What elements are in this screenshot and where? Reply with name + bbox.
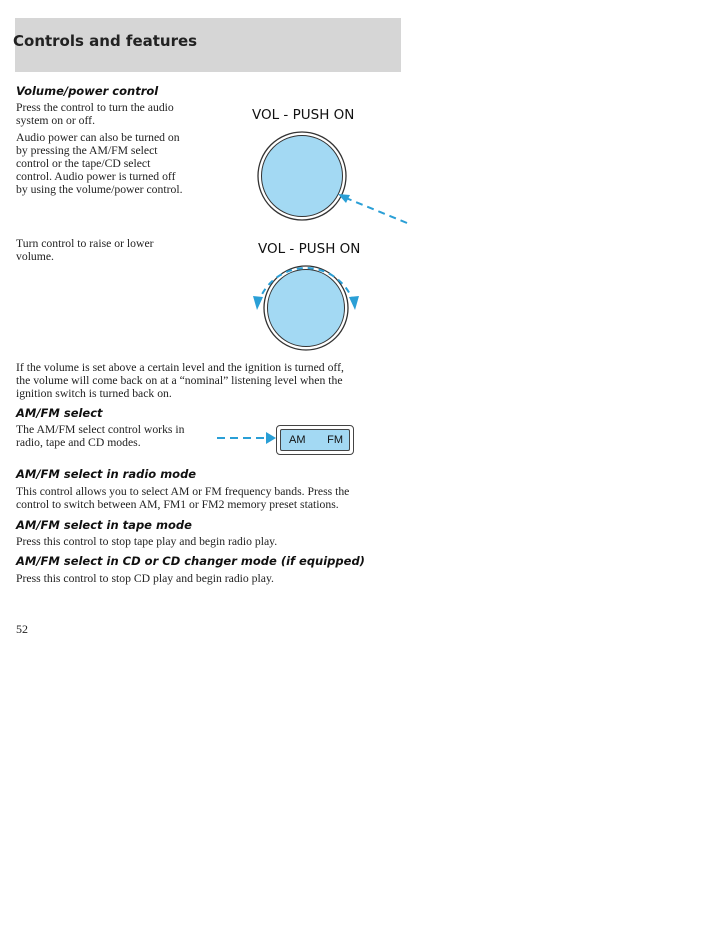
text-line: ignition switch is turned back on.	[16, 387, 172, 400]
volume-para-1	[16, 101, 174, 127]
text-line: system on or off.	[16, 114, 95, 127]
rotate-arrow-head-left	[253, 296, 263, 310]
text-line: The AM/FM select control works in	[16, 423, 185, 436]
text-line: by using the volume/power control.	[16, 183, 183, 196]
text-line: This control allows you to select AM or FM frequency bands. Press the	[16, 485, 350, 498]
radio-mode-heading: AM/FM select in radio mode	[16, 467, 197, 481]
text-line: by pressing the AM/FM select	[16, 144, 158, 157]
text-line: radio, tape and CD modes.	[16, 436, 141, 449]
text-line: Turn control to raise or lower	[16, 237, 154, 250]
volume-para-3	[16, 237, 154, 263]
knob2-label: VOL - PUSH ON	[258, 241, 361, 257]
cd-mode-para: Press this control to stop CD play and begin radio play.	[16, 572, 274, 585]
text-line: control to switch between AM, FM1 or FM2 memory preset stations.	[16, 498, 339, 511]
amfm-button-face	[280, 429, 350, 451]
cd-mode-heading: AM/FM select in CD or CD changer mode (if equipped)	[16, 554, 365, 568]
radio-mode-para	[16, 485, 349, 511]
text-line: control. Audio power is turned off	[16, 170, 176, 183]
page-number: 52	[16, 622, 28, 636]
amfm-para	[16, 423, 184, 449]
tape-mode-heading: AM/FM select in tape mode	[16, 518, 192, 532]
amfm-am-label: AM	[289, 434, 306, 446]
rotate-arrow-head-right	[349, 296, 359, 310]
text-line: If the volume is set above a certain level and the ignition is turned off,	[16, 361, 344, 374]
text-line: control or the tape/CD select	[16, 157, 151, 170]
text-line: Press the control to turn the audio	[16, 101, 174, 114]
amfm-arrow-figure	[214, 428, 280, 448]
section-title: Controls and features	[13, 32, 198, 50]
volume-heading: Volume/power control	[16, 84, 159, 98]
knob-body	[268, 270, 345, 347]
press-arrow-line	[346, 198, 407, 223]
volume-knob-press-figure	[240, 120, 415, 235]
amfm-heading: AM/FM select	[16, 406, 103, 420]
knob-body	[262, 136, 343, 217]
tape-mode-para: Press this control to stop tape play and begin radio play.	[16, 535, 278, 548]
amfm-arrow-head	[266, 432, 276, 444]
text-line: volume.	[16, 250, 54, 263]
text-line: Audio power can also be turned on	[16, 131, 180, 144]
volume-para-4	[16, 361, 344, 400]
amfm-fm-label: FM	[327, 434, 343, 446]
volume-knob-rotate-figure	[240, 252, 370, 360]
text-line: the volume will come back on at a “nominal” listening level when the	[16, 374, 343, 387]
volume-para-2	[16, 131, 183, 196]
amfm-select-button-illustration	[276, 425, 354, 455]
knob1-label: VOL - PUSH ON	[252, 107, 355, 123]
